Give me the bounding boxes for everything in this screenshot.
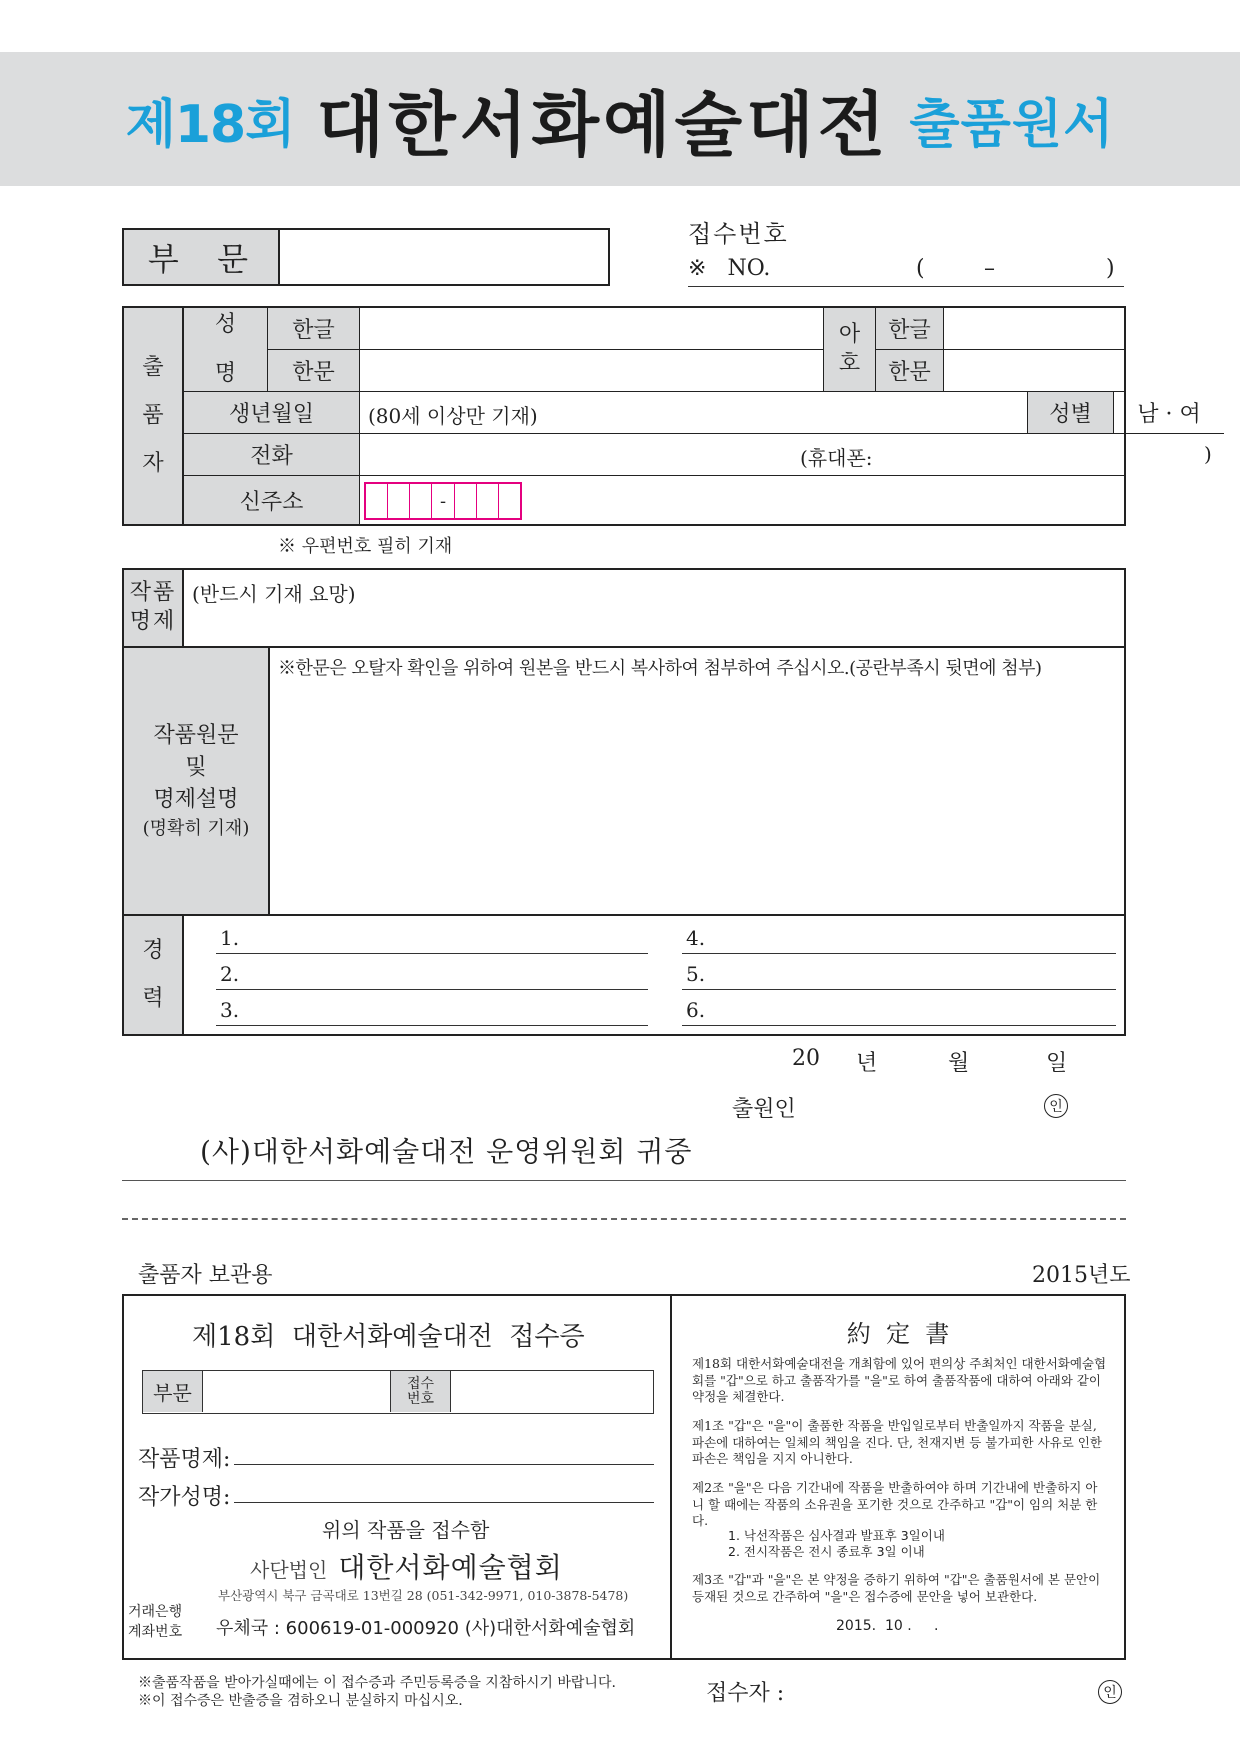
zip-digit-6[interactable] xyxy=(499,484,520,518)
zip-digit-5[interactable] xyxy=(477,484,499,518)
addressee-line xyxy=(122,1180,1126,1181)
notice-1: ※출품작품을 받아가실때에는 이 접수증과 주민등록증을 지참하시기 바랍니다. xyxy=(138,1675,616,1691)
career-item-5[interactable]: 5. xyxy=(682,962,1116,990)
address-label: 신주소 xyxy=(184,476,360,524)
receipt-no-label: NO. xyxy=(727,256,771,281)
gender-label: 성별 xyxy=(1028,392,1114,434)
zip-dash: - xyxy=(432,484,454,518)
work-original-label: 작품원문 및 명제설명 (명확히 기재) xyxy=(124,648,270,914)
career-item-4[interactable]: 4. xyxy=(682,926,1116,954)
zip-code-box[interactable] xyxy=(364,482,522,520)
title-main: 대한서화예술대전 xyxy=(316,83,890,166)
date-month-unit: 월 xyxy=(948,1051,970,1076)
receipt-mark: ※ xyxy=(688,256,707,281)
birth-note: (80세 이상만 기재) xyxy=(368,404,538,428)
agreement-art1: 제1조 "갑"은 "을"이 출품한 작품을 반입일로부터 반출일까지 작품을 분실, 파손에 대하여는 일체의 책임을 진다. 단, 천재지변 등 불가피한 사유로 인한 파손은 책임을 지지 아니한다. xyxy=(692,1418,1102,1466)
bank-info: 우체국 : 600619-01-000920 (사)대한서화예술협회 xyxy=(216,1618,636,1639)
mobile-label: (휴대폰: xyxy=(800,446,873,470)
zip-digit-1[interactable] xyxy=(366,484,388,518)
application-date[interactable] xyxy=(792,1046,1092,1076)
work-original-field[interactable] xyxy=(270,648,1124,914)
pen-korean-label: 한글 xyxy=(876,308,944,350)
zip-digit-4[interactable] xyxy=(455,484,477,518)
name-korean-label: 한글 xyxy=(268,308,360,350)
keep-label: 출품자 보관용 xyxy=(138,1263,273,1288)
title-suffix: 출품원서 xyxy=(909,94,1115,155)
career-item-1[interactable]: 1. xyxy=(216,926,648,954)
pen-name-label: 아 호 xyxy=(824,308,876,392)
phone-label: 전화 xyxy=(184,434,360,476)
name-label: 성 명 xyxy=(184,308,268,392)
receipt-title: 제18회 대한서화예술대전 접수증 xyxy=(192,1322,585,1352)
receiver-label: 접수자 : xyxy=(706,1681,785,1706)
stub-division-label: 부문 xyxy=(143,1371,203,1412)
applicant-signature[interactable] xyxy=(732,1092,1072,1122)
stub-receipt-no-field[interactable] xyxy=(451,1371,651,1412)
applicant-seal: 인 xyxy=(1044,1094,1068,1118)
zip-note: ※ 우편번호 필히 기재 xyxy=(278,536,453,557)
agreement-art2-item2: 2. 전시작품은 전시 종료후 3일 이내 xyxy=(728,1544,925,1559)
division-label: 부 문 xyxy=(124,230,280,284)
gender-field[interactable] xyxy=(1114,392,1224,434)
agreement-intro: 제18회 대한서화예술대전을 개최함에 있어 편의상 주최처인 대한서화예술협회를 "갑"으로 하고 출품작가를 "을"로 하여 출품작품에 대하여 아래와 같이 약정을 체결한다. xyxy=(692,1356,1107,1404)
org-prefix: 사단법인 xyxy=(250,1558,328,1582)
applicant-sign-label: 출원인 xyxy=(732,1097,796,1122)
title-prefix: 제18회 xyxy=(125,94,295,155)
organization xyxy=(250,1546,563,1586)
name-korean-field[interactable] xyxy=(360,308,824,350)
division-field[interactable] xyxy=(280,230,608,284)
page-title xyxy=(0,52,1240,186)
receipt-dash: – xyxy=(984,256,995,281)
agreement-art2-item1: 1. 낙선작품은 심사결과 발표후 3일이내 xyxy=(728,1528,945,1543)
agreement-art3: 제3조 "갑"과 "을"은 본 약정을 증하기 위하여 "갑"은 출품원서에 본 문안이 등재된 것으로 간주하여 "을"은 접수증에 문안을 넣어 보관한다. xyxy=(692,1572,1101,1604)
org-address: 부산광역시 북구 금곡대로 13번길 28 (051-342-9971, 010-3878-5478) xyxy=(218,1588,629,1603)
addressee: (사)대한서화예술대전 운영위원회 귀중 xyxy=(200,1135,693,1168)
birth-field[interactable] xyxy=(360,392,1028,434)
work-title-label: 작품 명제 xyxy=(124,570,184,648)
org-name: 대한서화예술협회 xyxy=(338,1551,563,1584)
applicant-table xyxy=(122,306,1212,526)
stub-work-title-line[interactable] xyxy=(234,1464,654,1465)
address-field[interactable] xyxy=(360,476,1124,524)
work-title-field[interactable] xyxy=(184,570,1124,648)
pen-korean-field[interactable] xyxy=(944,308,1124,350)
gender-value: 남 · 여 xyxy=(1137,402,1201,427)
stub-artist-name-label: 작가성명: xyxy=(138,1485,231,1510)
applicant-section-label: 출 품 자 xyxy=(124,308,184,524)
receipt-number-line[interactable] xyxy=(688,256,1124,287)
receipt-info-row xyxy=(142,1370,654,1414)
date-year: 20 xyxy=(792,1046,820,1071)
work-table xyxy=(122,568,1126,916)
stub-division-field[interactable] xyxy=(203,1371,391,1412)
zip-digit-3[interactable] xyxy=(410,484,432,518)
stub-artist-name-line[interactable] xyxy=(234,1502,654,1503)
career-item-2[interactable]: 2. xyxy=(216,962,648,990)
stub-receipt-no-label: 접수 번호 xyxy=(391,1371,451,1412)
receipt-stub xyxy=(122,1294,1126,1660)
career-item-6[interactable]: 6. xyxy=(682,998,1116,1026)
work-title-note: (반드시 기재 요망) xyxy=(192,582,356,606)
division-box xyxy=(122,228,610,286)
career-table xyxy=(122,914,1126,1036)
pen-hanja-label: 한문 xyxy=(876,350,944,392)
agreement-art2: 제2조 "을"은 다음 기간내에 작품을 반출하여야 하며 기간내에 반출하지 아니 할 때에는 작품의 소유권을 포기한 것으로 간주하고 "갑"이 임의 처분 한다. xyxy=(692,1480,1098,1528)
receiver-seal[interactable]: 인 xyxy=(1098,1680,1122,1704)
career-label: 경 력 xyxy=(124,916,184,1034)
cut-line xyxy=(122,1218,1126,1220)
birth-label: 생년월일 xyxy=(184,392,360,434)
receipt-paren-close: ) xyxy=(1106,256,1115,281)
phone-field[interactable] xyxy=(360,434,1212,476)
name-hanja-field[interactable] xyxy=(360,350,824,392)
stub-year: 2015년도 xyxy=(1032,1263,1131,1288)
pen-hanja-field[interactable] xyxy=(944,350,1124,392)
notice-2: ※이 접수증은 반출증을 겸하오니 분실하지 마십시오. xyxy=(138,1693,463,1709)
date-day-unit: 일 xyxy=(1046,1051,1068,1076)
receipt-paren-open: ( xyxy=(916,256,925,281)
career-item-3[interactable]: 3. xyxy=(216,998,648,1026)
work-original-note: ※한문은 오탈자 확인을 위하여 원본을 반드시 복사하여 첨부하여 주십시오.(공란부족시 뒷면에 첨부) xyxy=(278,658,1042,679)
zip-digit-2[interactable] xyxy=(388,484,410,518)
agreement-date: 2015. 10 . . xyxy=(836,1618,939,1634)
receipt-number-label: 접수번호 xyxy=(688,220,789,248)
name-hanja-label: 한문 xyxy=(268,350,360,392)
date-year-unit: 년 xyxy=(856,1051,878,1076)
bank-label: 거래은행 계좌번호 xyxy=(128,1604,183,1641)
mobile-close: ) xyxy=(1204,442,1212,466)
agreement-title: 約 定 書 xyxy=(846,1320,950,1348)
stub-work-title-label: 작품명제: xyxy=(138,1447,231,1472)
received-text: 위의 작품을 접수함 xyxy=(322,1518,490,1542)
